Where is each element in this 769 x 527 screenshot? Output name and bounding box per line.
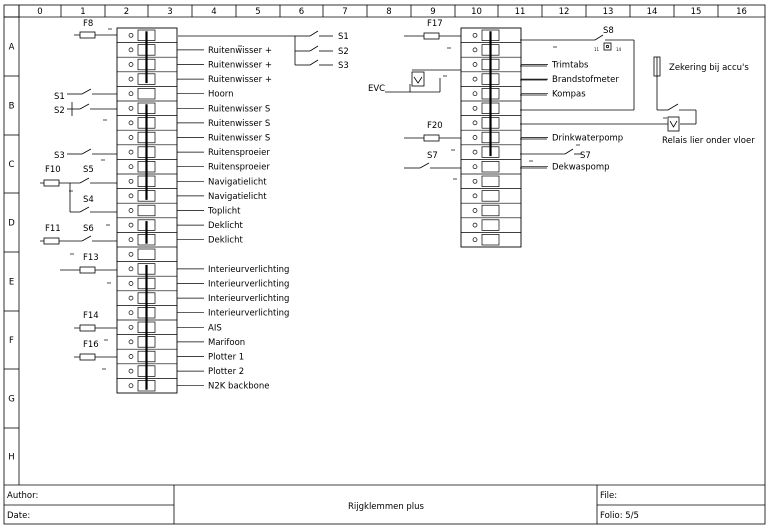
row-marker: B [8, 101, 15, 112]
column-marker: 12 [558, 7, 570, 17]
terminal-row [117, 276, 289, 289]
terminal-clamp [482, 205, 499, 216]
terminal-label: Kompas [552, 89, 586, 100]
label-f10: F10 [45, 165, 61, 175]
terminal-label: Brandstofmeter [552, 75, 619, 86]
terminal-label: Plotter 2 [208, 367, 245, 378]
terminal-screw [129, 63, 133, 67]
drawing-title: Rijgklemmen plus [348, 502, 424, 512]
terminal-screw [473, 106, 477, 110]
terminal-screw [473, 92, 477, 96]
terminal-label: Ruitenwisser + [208, 75, 272, 86]
terminal-clamp [482, 220, 499, 231]
fuse-accu [654, 57, 660, 76]
left-terminal-strip [117, 28, 289, 393]
fuse-f11 [44, 238, 59, 244]
terminal-label: Ruitenwisser + [208, 45, 272, 56]
terminal-row [461, 72, 619, 85]
terminal-label: Trimtabs [552, 60, 589, 71]
left-wiring [40, 35, 117, 357]
column-marker: 11 [514, 7, 526, 17]
file-label: File: [600, 491, 618, 501]
date-label: Date: [7, 511, 31, 521]
label-s2-right: S2 [338, 47, 349, 57]
label-s5: S5 [83, 165, 94, 175]
row-markers [4, 17, 19, 463]
label-s3-left: S3 [54, 151, 65, 161]
label-s7-right: S7 [580, 151, 591, 161]
terminal-label: Toplicht [208, 206, 241, 217]
author-label: Author: [7, 491, 39, 501]
terminal-label: Ruitenwisser S [208, 133, 271, 144]
relay-winch [668, 117, 679, 131]
terminal-screw [129, 77, 133, 81]
terminal-screw [473, 136, 477, 140]
terminal-row [117, 291, 289, 304]
terminal-row [117, 72, 272, 85]
evc-module [412, 72, 424, 86]
right-wiring [385, 35, 696, 168]
terminal-screw [129, 33, 133, 37]
label-relais: Relais lier onder vloer [662, 136, 755, 146]
terminal-screw [129, 340, 133, 344]
terminal-clamp [482, 234, 499, 245]
terminal-label: Ruitenwisser + [208, 60, 272, 71]
fuse-f17 [424, 33, 439, 39]
terminal-row [117, 305, 289, 318]
terminal-row [117, 189, 267, 202]
column-marker: 13 [602, 7, 614, 17]
terminal-row [117, 43, 272, 56]
terminal-screw [129, 325, 133, 329]
column-marker: 7 [342, 7, 348, 17]
terminal-clamp [482, 176, 499, 187]
terminal-label: Navigatielicht [208, 177, 267, 188]
fuse-f8 [80, 32, 95, 38]
terminal-label: Interieurverlichting [208, 294, 290, 305]
label-s7-left: S7 [427, 151, 438, 161]
terminal-screw [129, 223, 133, 227]
terminal-screw [129, 267, 133, 271]
terminal-row [117, 57, 272, 70]
label-s1-right: S1 [338, 32, 349, 42]
terminal-row [117, 159, 270, 172]
terminal-screw [129, 48, 133, 52]
fuse-f16 [80, 354, 95, 360]
label-s4: S4 [83, 195, 94, 205]
terminal-label: Interieurverlichting [208, 308, 290, 319]
terminal-screw [473, 48, 477, 52]
label-zekering: Zekering bij accu's [669, 63, 749, 73]
terminal-label: Navigatielicht [208, 191, 267, 202]
terminal-screw [129, 150, 133, 154]
terminal-screw [129, 296, 133, 300]
label-f17: F17 [427, 19, 443, 29]
column-marker: 10 [471, 7, 482, 17]
terminal-label: Ruitensproeier [208, 148, 270, 159]
terminal-screw [129, 209, 133, 213]
terminal-screw [129, 252, 133, 256]
column-marker: 1 [80, 7, 86, 17]
terminal-screw [129, 179, 133, 183]
terminal-screw [473, 77, 477, 81]
terminal-label: Ruitenwisser S [208, 104, 271, 115]
terminal-label: Ruitensproeier [208, 162, 270, 173]
row-marker: H [8, 452, 15, 463]
fuse-f13 [80, 267, 95, 273]
terminal-label: Ruitenwisser S [208, 118, 271, 129]
right-terminal-strip [461, 28, 623, 247]
label-f16: F16 [83, 340, 99, 350]
column-marker: 6 [298, 7, 305, 17]
terminal-label: Hoorn [208, 89, 234, 100]
fuse-f20 [424, 135, 439, 141]
terminal-label: Dekwaspomp [552, 162, 610, 173]
label-f20: F20 [427, 121, 443, 131]
row-marker: A [8, 42, 15, 53]
terminal-label: Interieurverlichting [208, 264, 290, 275]
terminal-screw [129, 311, 133, 315]
column-marker: 16 [736, 7, 747, 17]
switch-s8 [604, 43, 611, 50]
row-marker: D [8, 218, 15, 229]
terminal-row [461, 159, 610, 172]
label-s8-pin-14: 14 [616, 47, 622, 52]
terminal-screw [473, 165, 477, 169]
label-f8: F8 [83, 19, 94, 29]
terminal-screw [129, 92, 133, 96]
terminal-screw [473, 150, 477, 154]
label-f13: F13 [83, 253, 99, 263]
terminal-screw [129, 121, 133, 125]
terminal-screw [473, 238, 477, 242]
terminal-clamp [482, 161, 499, 172]
terminal-label: Plotter 1 [208, 352, 245, 363]
label-s6: S6 [83, 224, 94, 234]
label-s2-left: S2 [54, 106, 65, 116]
column-marker: 8 [386, 7, 392, 17]
row-marker: C [8, 160, 15, 170]
terminal-screw [129, 194, 133, 198]
terminal-screw [473, 121, 477, 125]
column-marker: 14 [646, 7, 658, 17]
terminal-screw [129, 238, 133, 242]
terminal-screw [473, 223, 477, 227]
column-marker: 0 [37, 7, 43, 17]
terminal-screw [129, 282, 133, 286]
label-s3-right: S3 [338, 61, 349, 71]
label-f14: F14 [83, 311, 99, 321]
terminal-clamp [138, 205, 155, 216]
column-markers [19, 5, 747, 17]
label-f11: F11 [45, 224, 61, 234]
terminal-label: Marifoon [208, 337, 246, 348]
column-marker: 3 [167, 7, 173, 17]
terminal-label: Deklicht [208, 221, 243, 232]
terminal-clamp [138, 249, 155, 260]
row-marker: F [9, 336, 14, 346]
terminal-clamp [138, 88, 155, 99]
column-marker: 9 [430, 7, 436, 17]
terminal-screw [473, 33, 477, 37]
terminal-screw [473, 179, 477, 183]
terminal-screw [129, 136, 133, 140]
terminal-screw [473, 209, 477, 213]
terminal-row [117, 262, 289, 275]
label-s8: S8 [603, 26, 614, 36]
terminal-row [117, 174, 267, 187]
terminal-row [117, 130, 270, 143]
terminal-label: Interieurverlichting [208, 279, 290, 290]
row-marker: G [8, 394, 15, 405]
terminal-row [117, 101, 270, 114]
terminal-label: Deklicht [208, 235, 243, 246]
folio-label: Folio: 5/5 [600, 511, 639, 521]
terminal-row [117, 378, 269, 391]
column-marker: 4 [211, 7, 217, 17]
terminal-label: Drinkwaterpomp [552, 133, 624, 144]
terminal-row [461, 130, 623, 143]
terminal-screw [129, 106, 133, 110]
terminal-row [117, 145, 270, 158]
column-marker: 15 [690, 7, 702, 17]
label-s1-left: S1 [54, 92, 65, 102]
terminal-screw [129, 369, 133, 373]
fuse-f14 [80, 325, 95, 331]
label-s8-pin-11: 11 [594, 47, 600, 52]
terminal-row [117, 116, 270, 129]
label-evc: EVC [368, 84, 386, 94]
terminal-screw [473, 194, 477, 198]
row-marker: E [8, 277, 15, 288]
terminal-label: N2K backbone [208, 381, 270, 392]
terminal-screw [129, 165, 133, 169]
terminal-clamp [482, 191, 499, 202]
terminal-label: AIS [208, 323, 222, 334]
terminal-screw [129, 384, 133, 388]
column-marker: 5 [255, 7, 261, 17]
column-marker: 2 [123, 7, 130, 17]
terminal-screw [129, 355, 133, 359]
terminal-screw [473, 63, 477, 67]
fuse-f10 [44, 180, 59, 186]
